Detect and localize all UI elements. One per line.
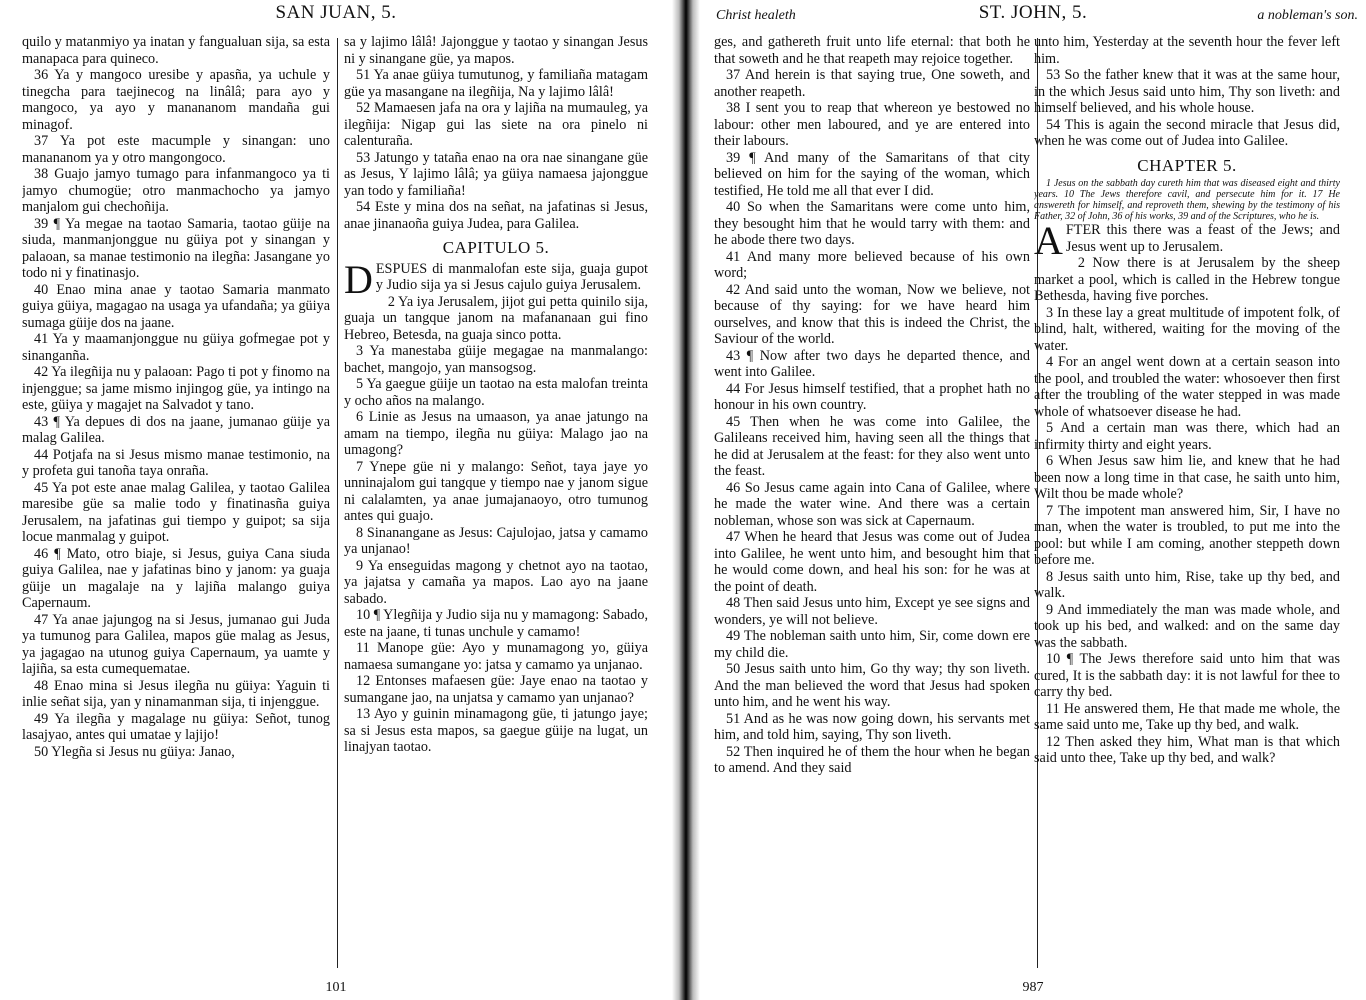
verse-paragraph: 36 Ya y mangoco uresibe y apasña, ya uchule y tinegcha para taejinecog na linâlâ; para ayo y mangoco, ya ayo y manananom mandaña gui minagof. [22, 67, 330, 133]
verse-paragraph: 37 Ya pot este macumple y sinangan: uno manananom ya y otro mangongoco. [22, 133, 330, 166]
verse-paragraph: 41 And many more believed because of his own word; [714, 248, 1030, 281]
header-right-note: a nobleman's son. [1257, 8, 1358, 23]
verse-paragraph: 8 Jesus saith unto him, Rise, take up thy bed, and walk. [1034, 568, 1340, 601]
verse-paragraph: 3 Ya manestaba güije megagae na manmalango: bachet, mangojo, yan mansogsog. [344, 343, 648, 376]
verse-paragraph: 50 Ylegña si Jesus nu güiya: Janao, [34, 743, 235, 760]
chapter-heading: CHAPTER 5. [1137, 155, 1237, 175]
right-column-1 [714, 34, 1030, 974]
left-column-2 [344, 34, 648, 974]
verse-paragraph: 51 And as he was now going down, his servants met him, and told him, saying, Thy son liveth. [714, 710, 1030, 743]
verse-paragraph: 46 So Jesus came again into Cana of Galilee, where he made the water wine. And there was a certain nobleman, whose son was sick at Capernaum. [714, 479, 1030, 529]
verse-paragraph: 2 Ya iya Jerusalem, jijot gui petta quinilo sija, guaja un tangque janom na mafananaan gui fino Hebreo, Betesda, na guaja sinco potta. [344, 293, 648, 343]
drop-cap: D [344, 256, 373, 302]
verse-paragraph: 52 Then inquired he of them the hour when he began to amend. And they said [714, 743, 1030, 776]
verse-paragraph: 13 Ayo y guinin minamagong güe, ti jatungo jaye; sa si Jesus esta mapos, sa gaegue güije na lugat, un linajyan taotao. [344, 706, 648, 755]
verse-paragraph: 49 Ya ilegña y magalage nu güiya: Señot, tunog lasajyao, antes qui umatae y lajijo! [22, 710, 330, 743]
verse-paragraph: 6 Linie as Jesus na umaason, ya anae jatungo na amam na tiempo, ilegña nu güiya: Malago jao na umagong? [344, 409, 648, 458]
verse-paragraph: 38 I sent you to reap that whereon ye bestowed no labour: other men laboured, and ye are entered into their labours. [714, 100, 1030, 149]
verse-paragraph: 5 And a certain man was there, which had an infirmity thirty and eight years. [1034, 420, 1340, 453]
verse-paragraph: 52 Mamaesen jafa na ora y lajiña na mumauleg, ya ilegñija: Nigap gui las siete na ora pinelo ni calenturaña. [344, 100, 648, 149]
chapter-summary: 1 Jesus on the sabbath day cureth him that was diseased eight and thirty years. 10 The Jews therefore cavil, and persecute him for it. 17 He answereth for himself, and reproveth them, shewing by the testimony of his Father, 32 of John, 36 of his works, 39 and of the Scriptures, who he is. [1034, 178, 1340, 222]
verse-paragraph: 42 Ya ilegñija nu y palaoan: Pago ti pot y finomo na injenggue; sa jame mismo injingog güe, ya intingo na este, güiya y magajet na Salvadot y tano. [22, 364, 330, 413]
right-page-header [700, 2, 1366, 30]
verse-paragraph: 41 Ya y maamanjonggue nu güiya gofmegae pot y sinanganña. [22, 331, 330, 364]
verse-paragraph: 4 For an angel went down at a certain season into the pool, and troubled the water: whosoever then first after the troubling of the water stepped in was made whole of whatsoever disease he had. [1034, 354, 1340, 420]
verse-paragraph: 39 ¶ Ya megae na taotao Samaria, taotao güije na siuda, manmanjonggue nu güiya pot y sinangan y palaoan, sa manae testimonio na ilegña: Jasangane yo todo ni y finatinasjo. [22, 215, 330, 281]
verse-paragraph: 44 For Jesus himself testified, that a prophet hath no honour in his own country. [714, 380, 1030, 413]
verse-paragraph: unto him, Yesterday at the seventh hour the fever left him. [1034, 34, 1340, 67]
left-page [0, 0, 672, 1000]
verse-paragraph: ges, and gathereth fruit unto life eternal: that both he that soweth and he that reapeth may rejoice together. [714, 34, 1030, 67]
verse-paragraph: 48 Then said Jesus unto him, Except ye see signs and wonders, ye will not believe. [714, 595, 1030, 628]
right-running-title: ST. JOHN, 5. [978, 2, 1088, 23]
left-column-1 [22, 34, 330, 974]
verse-paragraph: 40 Enao mina anae y taotao Samaria manmato guiya güiya, magagao na usaga ya ufandaña; ya güiya sumaga güije dos na jaane. [22, 281, 330, 331]
right-page [700, 0, 1366, 1000]
verse-paragraph: 10 ¶ Ylegñija y Judio sija nu y mamagong: Sabado, este na jaane, ti tunas unchule y camamo! [344, 607, 648, 640]
verse-paragraph: 45 Ya pot este anae malag Galilea, y taotao Galilea maresibe güe sa malie todo y finatinasña guiya Jerusalem, na jafatinas gui tiempo y guipot; sa sija locue manmalag y guipot. [22, 479, 330, 545]
verse-paragraph: 12 Entonses mafaesen güe: Jaye enao na taotao y sumangane jao, na unjatsa y camamo yan unjanao? [344, 673, 648, 706]
verse-paragraph: 45 Then when he was come into Galilee, the Galileans received him, having seen all the things that he did at Jerusalem at the feast: for they also went unto the feast. [714, 413, 1030, 479]
verse-paragraph: 47 Ya anae jajungog na si Jesus, jumanao gui Juda ya tumunog para Galilea, mapos güe malag as Jesus, ya jagagao na utunog guiya Capernaum, ya uamte y lajiña, sa esta cumequematae. [22, 611, 330, 677]
verse-paragraph: 47 When he heard that Jesus was come out of Judea into Galilee, he went unto him, and besought him that he would come down, and heal his son: for he was at the point of death. [714, 529, 1030, 595]
verse-paragraph: 40 So when the Samaritans were come unto him, they besought him that he would tarry with them: and he abode there two days. [714, 199, 1030, 248]
verse-paragraph: 43 ¶ Ya depues di dos na jaane, jumanao güije ya malag Galilea. [22, 413, 330, 446]
drop-cap: A [1034, 218, 1063, 263]
left-page-number: 101 [325, 980, 347, 995]
right-page-number: 987 [1022, 980, 1044, 995]
verse-paragraph: 12 Then asked they him, What man is that which said unto thee, Take up thy bed, and walk? [1034, 733, 1340, 766]
verse-paragraph: 2 Now there is at Jerusalem by the sheep market a pool, which is called in the Hebrew tongue Bethesda, having five porches. [1034, 255, 1340, 304]
verse-paragraph: 44 Potjafa na si Jesus mismo manae testimonio, na y profeta gui tanoña taya onraña. [22, 446, 330, 479]
left-running-title: SAN JUAN, 5. [275, 2, 397, 23]
verse-paragraph: 48 Enao mina si Jesus ilegña nu güiya: Yaguin ti inlie señat sija, yan y ninamanman sija, ti injenggue. [22, 677, 330, 710]
chapter-first-paragraph: AFTER this there was a feast of the Jews; and Jesus went up to Jerusalem. [1034, 218, 1340, 263]
chapter-heading: CAPITULO 5. [442, 238, 550, 257]
verse-paragraph: 46 ¶ Mato, otro biaje, si Jesus, guiya Cana siuda guiya Galilea, nae y jafatinas bino y janom: ya guaja güije un magalaje na y lajiña malango guiya Capernaum. [22, 545, 330, 611]
verse-paragraph: 6 When Jesus saw him lie, and knew that he had been now a long time in that case, he saith unto him, Wilt thou be made whole? [1034, 453, 1340, 502]
verse-paragraph: sa y lajimo lâlâ! Jajonggue y taotao y sinangan Jesus ni y sinangane güe, ya mapos. [344, 34, 648, 67]
verse-paragraph: 49 The nobleman saith unto him, Sir, come down ere my child die. [714, 628, 1030, 661]
verse-paragraph: 10 ¶ The Jews therefore said unto him that was cured, It is the sabbath day: it is not lawful for thee to carry thy bed. [1034, 651, 1340, 700]
verse-paragraph: 7 Ynepe güe ni y malango: Señot, taya jaye yo unninajalom gui tangque y tiempo nae y janom sigue ni calalamten, ya anae jumajanaoyo, otro tumunog antes qui guajo. [344, 458, 648, 524]
verse-paragraph: 37 And herein is that saying true, One soweth, and another reapeth. [714, 67, 1030, 100]
column-rule [337, 38, 338, 968]
verse-paragraph: 54 This is again the second miracle that Jesus did, when he was come out of Judea into Galilee. [1034, 116, 1340, 149]
verse-paragraph: 3 In these lay a great multitude of impotent folk, of blind, halt, withered, waiting for the moving of the water. [1034, 304, 1340, 354]
verse-paragraph: 53 Jatungo y tataña enao na ora nae sinangane güe as Jesus, Y lajimo lâlâ; ya güiya namaesa jajonggue yan todo y familiaña! [344, 149, 648, 199]
verse-paragraph: 53 So the father knew that it was at the same hour, in the which Jesus said unto him, Thy son liveth: and himself believed, and his whole house. [1034, 67, 1340, 116]
verse-paragraph: 5 Ya gaegue güije un taotao na esta malofan treinta y ocho años na malango. [344, 376, 648, 409]
verse-paragraph: 54 Este y mina dos na señat, na jafatinas si Jesus, anae jinanaoña guiya Judea, para Galilea. [344, 199, 648, 232]
verse-paragraph: 50 Jesus saith unto him, Go thy way; thy son liveth. And the man believed the word that Jesus had spoken unto him, and he went his way. [714, 661, 1030, 710]
verse-paragraph: 9 Ya enseguidas magong y chetnot ayo na taotao, ya jajatsa y camaña ya mapos. Lao ayo na jaane sabado. [344, 557, 648, 607]
header-left-note: Christ healeth [716, 8, 796, 23]
verse-paragraph: 43 ¶ Now after two days he departed thence, and went into Galilee. [714, 347, 1030, 380]
book-gutter [672, 0, 700, 1000]
right-column-2 [1034, 34, 1340, 974]
verse-paragraph: 38 Guajo jamyo tumago para infanmangoco ya ti jamyo chumogüe; otro manmachocho ya jamyo manjalom gui chechoñija. [22, 166, 330, 215]
verse-paragraph: 11 Manope güe: Ayo y munamagong yo, güiya namaesa sumangane yo: jatsa y camamo ya unjanao. [344, 640, 648, 673]
verse-paragraph: quilo y matanmiyo ya inatan y fangualuan sija, sa esta manapaca para quineco. [22, 34, 330, 67]
verse-paragraph: 11 He answered them, He that made me whole, the same said unto me, Take up thy bed, and walk. [1034, 700, 1340, 733]
chapter-first-paragraph: DESPUES di manmalofan este sija, guaja gupot y Judio sija ya si Jesus cajulo guiya Jerusalem. [344, 256, 648, 302]
verse-paragraph: 39 ¶ And many of the Samaritans of that city believed on him for the saying of the woman, which testified, He told me all that ever I did. [714, 149, 1030, 199]
verse-paragraph: 9 And immediately the man was made whole, and took up his bed, and walked: and on the same day was the sabbath. [1034, 601, 1340, 651]
left-page-header [0, 2, 672, 30]
verse-paragraph: 51 Ya anae güiya tumutunog, y familiaña matagam güe ya masangane na ilegñija, Na y lajimo lâlâ! [344, 67, 648, 100]
verse-paragraph: 7 The impotent man answered him, Sir, I have no man, when the water is troubled, to put me into the pool: but while I am coming, another steppeth down before me. [1034, 502, 1340, 568]
verse-paragraph: 8 Sinanangane as Jesus: Cajulojao, jatsa y camamo ya unjanao! [344, 524, 648, 557]
verse-paragraph: 42 And said unto the woman, Now we believe, not because of thy saying: for we have heard him ourselves, and know that this is indeed the Christ, the Saviour of the world. [714, 281, 1030, 347]
